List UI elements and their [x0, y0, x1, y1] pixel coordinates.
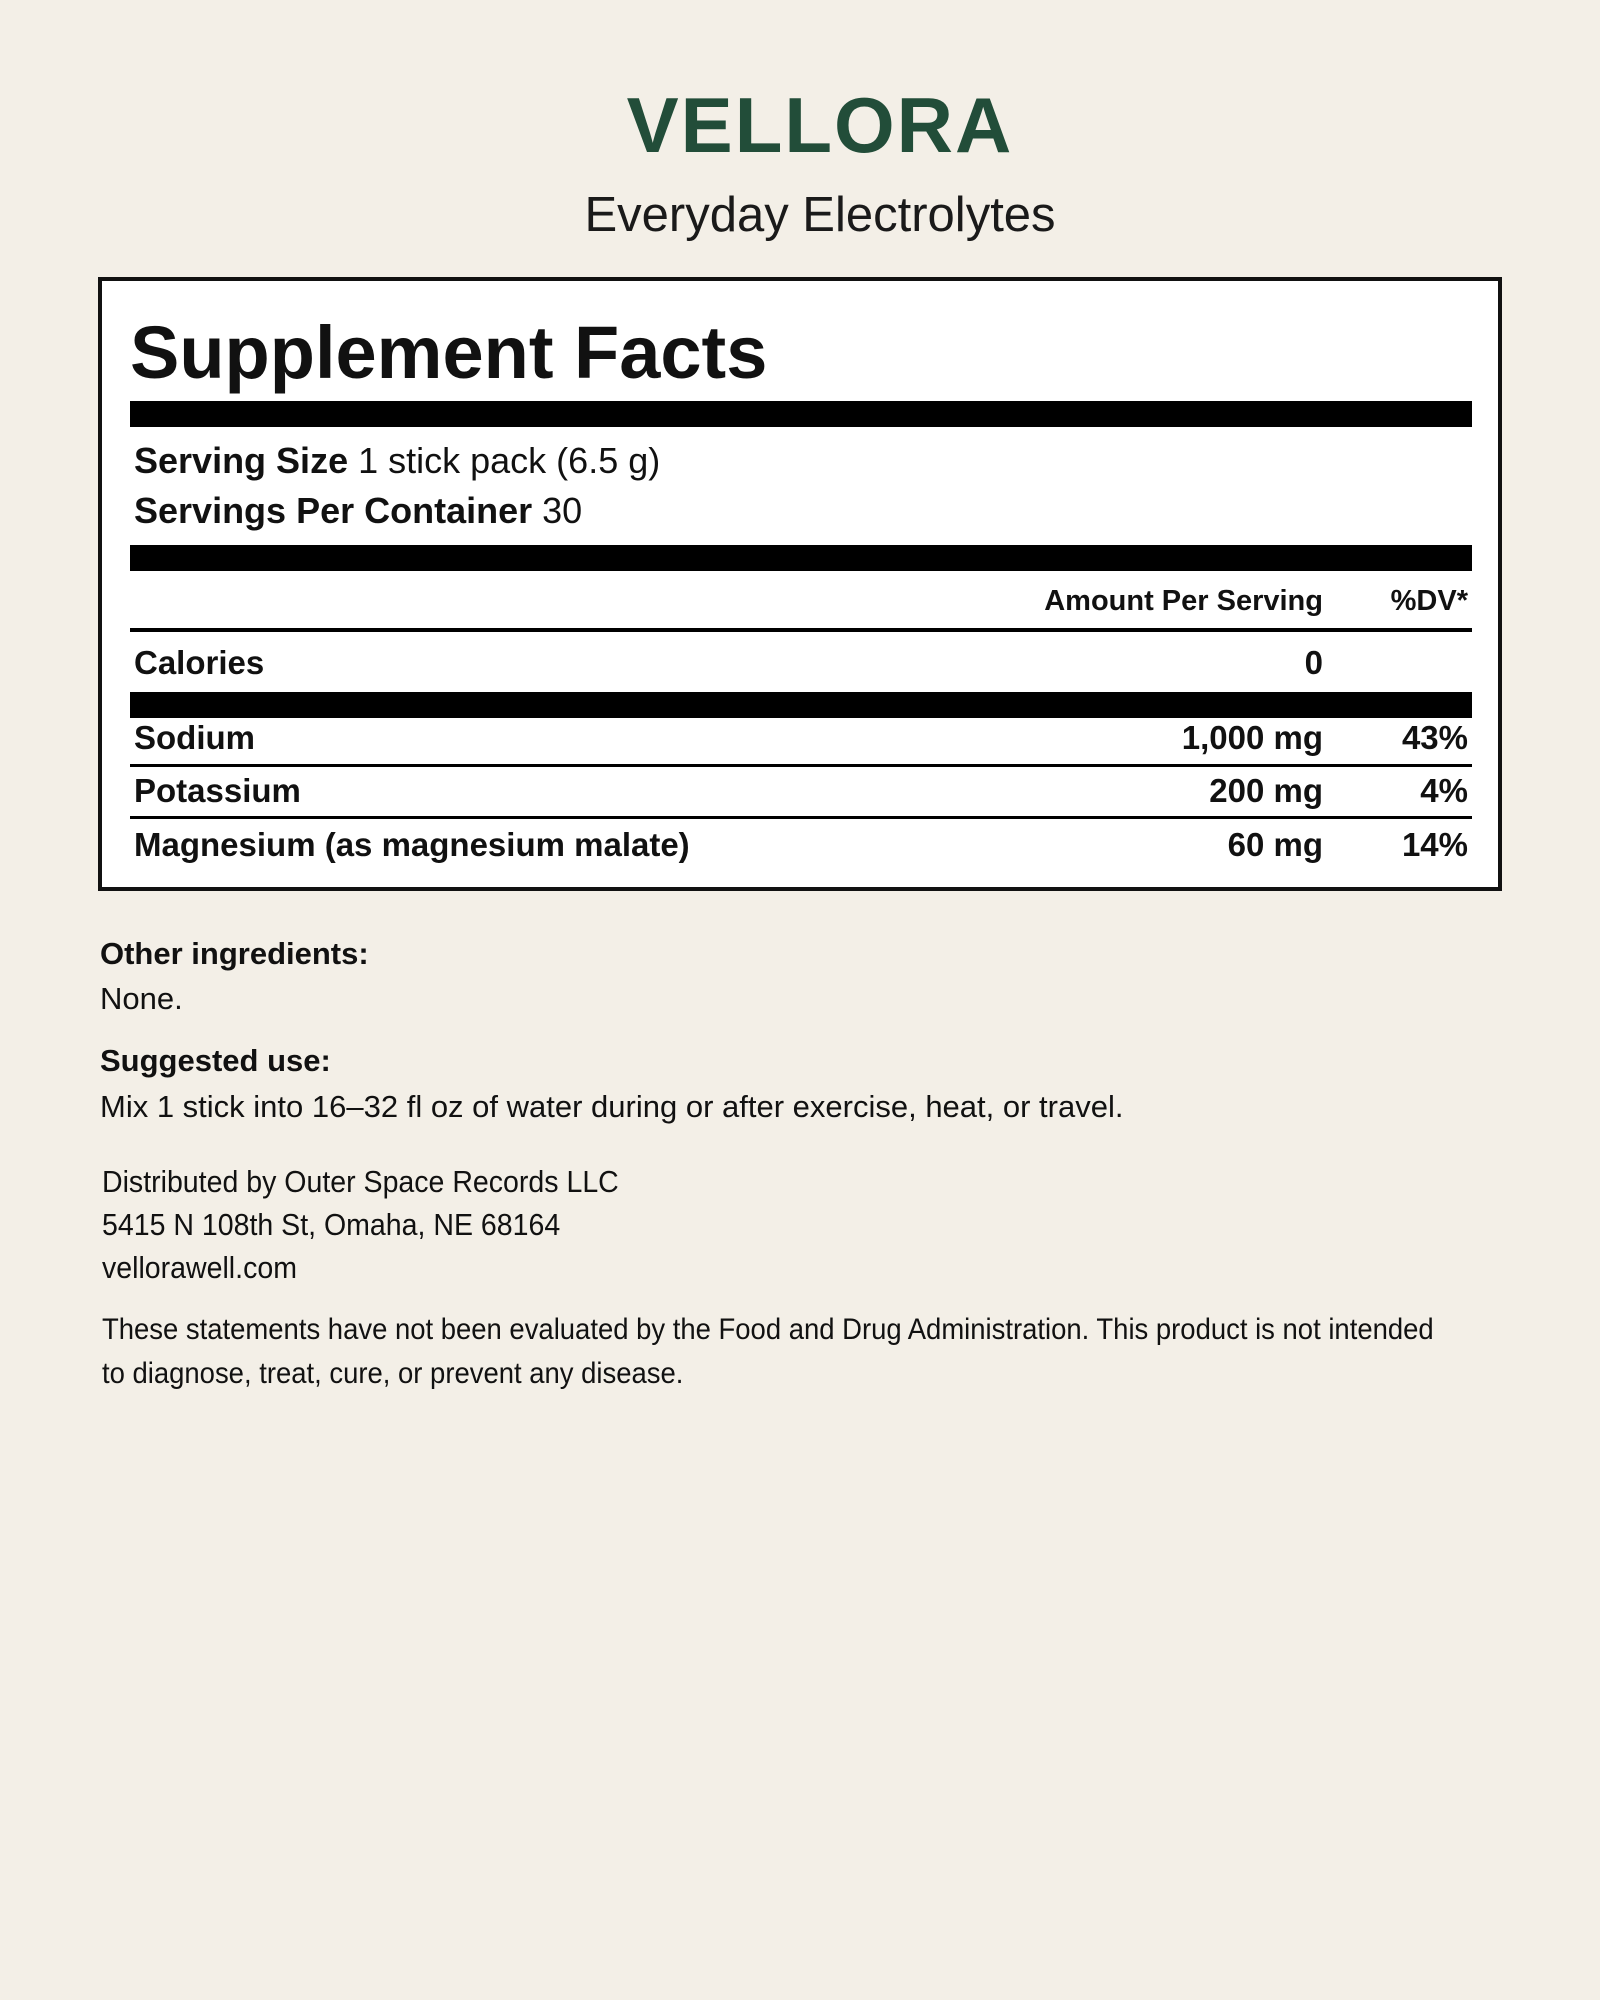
nutrient-amount: 1,000 mg [1181, 719, 1323, 756]
other-ingredients-label: Other ingredients: [100, 936, 369, 971]
nutrient-name: Magnesium (as magnesium malate) [134, 826, 690, 863]
header-amount-per-serving: Amount Per Serving [1044, 585, 1323, 617]
product-tagline: Everyday Electrolytes [584, 188, 1056, 242]
distributor-name: Distributed by Outer Space Records LLC [102, 1164, 619, 1199]
serving-size-label: Serving Size [134, 440, 349, 481]
supplement-facts-panel [98, 277, 1502, 891]
nutrient-name: Sodium [134, 719, 255, 756]
nutrient-dv: 4% [1420, 772, 1468, 809]
servings-per-container-value: 30 [542, 490, 583, 531]
thick-divider [130, 545, 1472, 571]
serving-size-value: 1 stick pack (6.5 g) [358, 440, 661, 481]
nutrient-amount: 60 mg [1227, 826, 1323, 863]
nutrient-name: Potassium [134, 772, 301, 809]
distributor-website: vellorawell.com [102, 1250, 297, 1285]
other-ingredients-text: None. [100, 981, 183, 1016]
header-daily-value: %DV* [1390, 585, 1468, 617]
nutrient-row [102, 767, 1498, 815]
fda-disclaimer: These statements have not been evaluated by the Food and Drug Administration. This product is not intended to diagnose, treat, cure, or prevent any disease. [102, 1313, 1434, 1390]
nutrient-row [102, 821, 1498, 869]
facts-title: Supplement Facts [130, 311, 768, 394]
thick-divider [130, 401, 1472, 427]
distributor-address: 5415 N 108th St, Omaha, NE 68164 [102, 1207, 561, 1242]
nutrient-amount: 200 mg [1209, 772, 1323, 809]
calories-label: Calories [134, 644, 265, 681]
nutrient-dv: 43% [1401, 719, 1468, 756]
servings-per-container [134, 489, 582, 533]
serving-size [134, 439, 660, 483]
suggested-use-text: Mix 1 stick into 16–32 fl oz of water during or after exercise, heat, or travel. [100, 1089, 1124, 1124]
suggested-use-label: Suggested use: [100, 1043, 331, 1078]
nutrient-dv: 14% [1401, 826, 1468, 863]
calories-row [102, 639, 1498, 687]
divider [130, 628, 1472, 632]
brand-name: VELLORA [626, 81, 1014, 169]
calories-amount: 0 [1304, 644, 1323, 681]
divider [130, 816, 1472, 819]
servings-per-container-label: Servings Per Container [134, 490, 533, 531]
nutrient-row [102, 714, 1498, 762]
distributor-info [102, 1160, 619, 1289]
